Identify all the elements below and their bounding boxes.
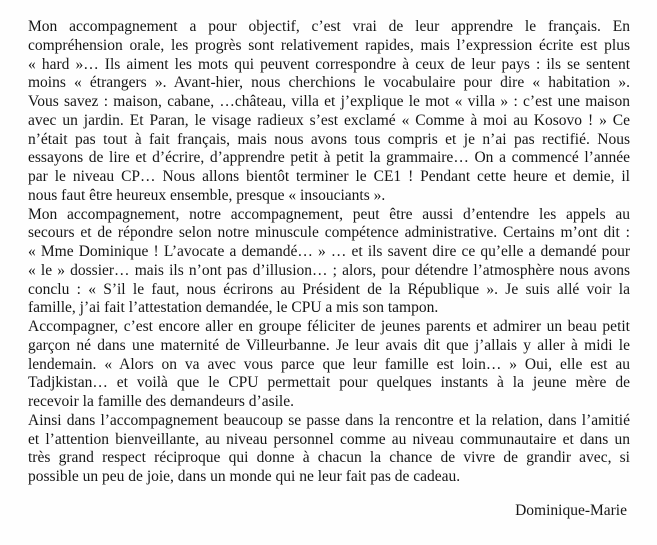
paragraph-administrative-help bbox=[28, 206, 630, 319]
text-line: compréhension orale, les progrès sont relativement rapides, mais l’expression écrite est plus bbox=[28, 36, 630, 54]
text-line: conclu : « S’il le faut, nous écrirons au Président de la République ». Je suis allé voir la bbox=[28, 280, 630, 298]
signature: Dominique-Marie bbox=[515, 501, 627, 519]
text-line: moins « étrangers ». Avant-hier, nous cherchions le vocabulaire pour dire « habitation ». bbox=[28, 74, 630, 92]
text-line: secours et de répondre selon notre minuscule compétence administrative. Certains m’ont dit : bbox=[28, 224, 630, 242]
text-line: famille, j’ai fait l’attestation demandée, le CPU a mis son tampon. bbox=[28, 299, 439, 317]
text-line: « le » dossier… mais ils n’ont pas d’illusion… ; alors, pour détendre l’atmosphère nous avons bbox=[28, 261, 630, 279]
text-line: Vous savez : maison, cabane, …château, villa et j’explique le mot « villa » : c’est une maison bbox=[28, 93, 630, 110]
text-line: possible un peu de joie, dans un monde qui ne leur fait pas de cadeau. bbox=[28, 468, 461, 485]
text-line: par le niveau CP… Nous allons bientôt terminer le CE1 ! Pendant cette heure et demie, il bbox=[28, 168, 630, 185]
text-line: recevoir la famille des demandeurs d’asile. bbox=[28, 393, 294, 410]
text-line: lendemain. « Alors on va avec vous parce que leur famille est loin… » Oui, elle est au bbox=[28, 355, 630, 373]
text-line: « Mme Dominique ! L’avocate a demandé… » … et ils savent dire ce qu’elle a demandé pour bbox=[28, 243, 630, 260]
text-line: très grand respect réciproque qui donne à chacun la chance de vivre de grandir avec, si bbox=[28, 449, 630, 467]
text-line: « hard »… Ils aiment les mots qui peuvent correspondre à ceux de leur pays : ils se sentent bbox=[28, 55, 630, 73]
text-line: avec un jardin. Et Paran, le visage radieux s’est exclamé « Comme à moi au Kosovo ! » Ce bbox=[28, 111, 630, 129]
paragraph-conclusion bbox=[28, 412, 630, 487]
paragraph-maternity-visit bbox=[28, 318, 630, 412]
text-line: n’était pas tout à fait français, mais nous avons tous compris et je n’ai pas rectifié. Nous bbox=[28, 130, 630, 148]
paragraph-teaching-french bbox=[28, 18, 630, 206]
text-line: Accompagner, c’est encore aller en groupe féliciter de jeunes parents et admirer un beau petit bbox=[28, 318, 630, 335]
text-line: et l’attention bienveillante, au niveau personnel comme au niveau communautaire et dans un bbox=[28, 430, 630, 448]
text-line: Tadjkistan… et voilà que le CPU permettait pour quelques instants à la jeune mère de bbox=[28, 374, 630, 392]
text-line: Mon accompagnement, notre accompagnement, peut être aussi d’entendre les appels au bbox=[28, 205, 630, 223]
text-line: Ainsi dans l’accompagnement beaucoup se passe dans la rencontre et la relation, dans l’amitié bbox=[28, 411, 630, 429]
text-line: Mon accompagnement a pour objectif, c’est vrai de leur apprendre le français. En bbox=[28, 18, 630, 35]
text-line: nous faut être heureux ensemble, presque « insouciants ». bbox=[28, 186, 386, 204]
text-line: garçon né dans une maternité de Villeurbanne. Je leur avais dit que j’allais y aller à midi le bbox=[28, 336, 630, 354]
text-line: essayons de lire et d’écrire, d’apprendre petit à petit la grammaire… On a commencé l’année bbox=[28, 149, 630, 167]
